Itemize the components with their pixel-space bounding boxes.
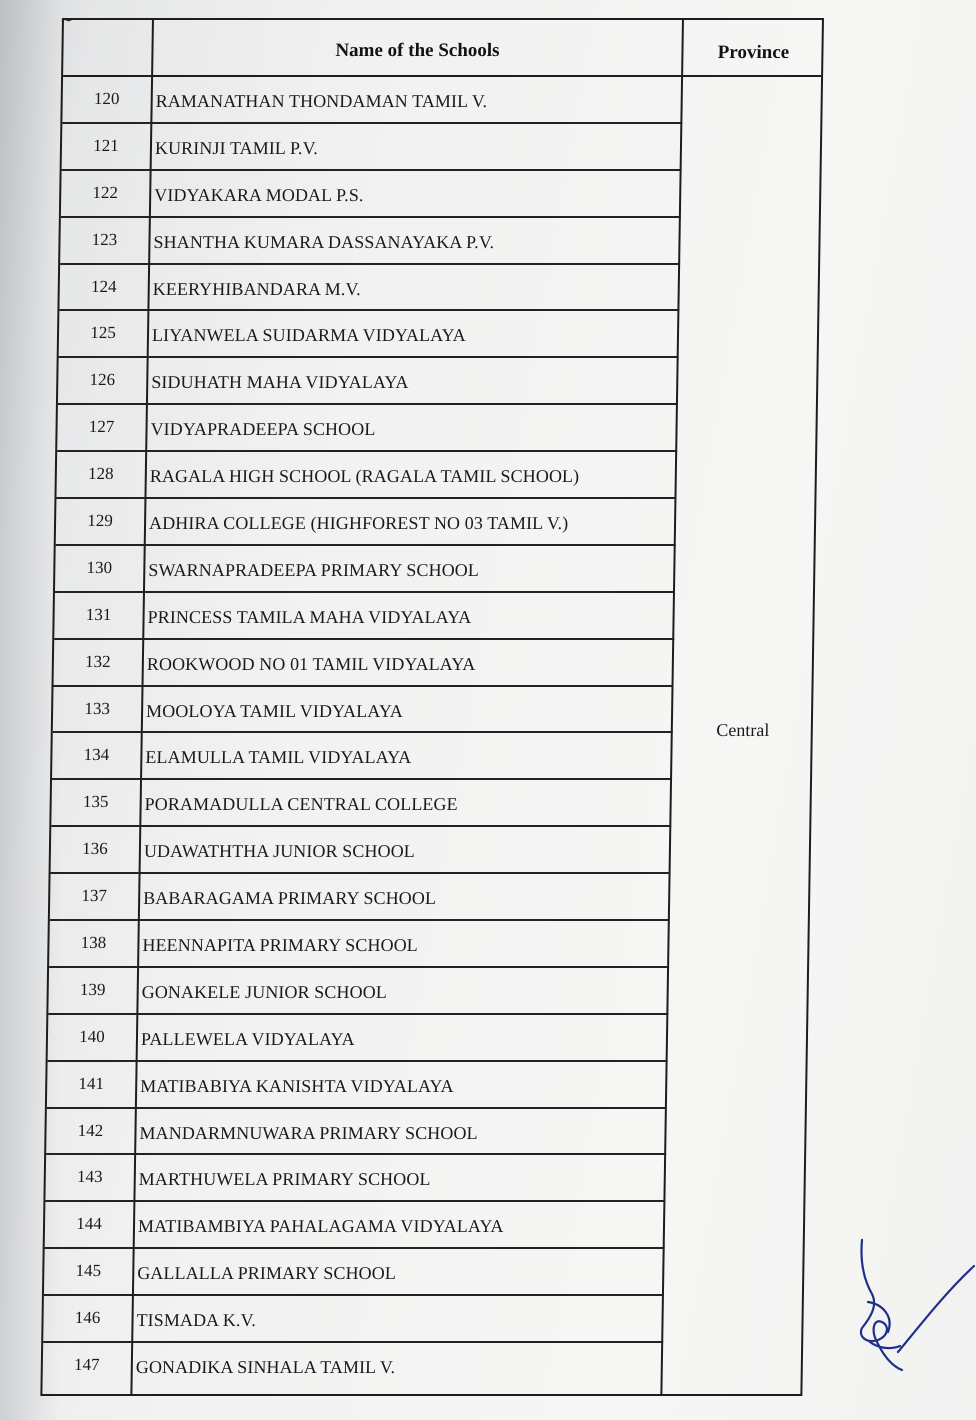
school-name: RAMANATHAN THONDAMAN TAMIL V. <box>155 91 488 111</box>
school-name: HEENNAPITA PRIMARY SCHOOL <box>142 935 419 956</box>
table-row <box>59 265 680 312</box>
table-row <box>56 452 677 499</box>
table-row <box>55 546 676 593</box>
table-row <box>58 358 679 405</box>
table-row <box>60 218 681 265</box>
school-name: PRINCESS TAMILA MAHA VIDYALAYA <box>147 606 472 627</box>
table-row <box>54 593 675 640</box>
row-number: 134 <box>83 745 110 765</box>
table-row <box>48 968 669 1015</box>
table-row <box>62 124 683 171</box>
table-row <box>53 687 674 734</box>
schools-table <box>40 18 824 1396</box>
row-number: 138 <box>80 933 107 953</box>
row-number: 147 <box>73 1355 100 1375</box>
school-name: TISMADA K.V. <box>136 1310 257 1331</box>
row-number: 120 <box>93 89 120 108</box>
row-number: 135 <box>82 792 109 812</box>
school-name: MATIBAMBIYA PAHALAGAMA VIDYALAYA <box>137 1216 504 1237</box>
row-number: 127 <box>88 417 115 437</box>
table-row <box>61 171 682 218</box>
table-row <box>46 1109 667 1156</box>
table-row <box>51 780 672 827</box>
school-name: KURINJI TAMIL P.V. <box>154 137 319 158</box>
row-number: 123 <box>91 229 118 249</box>
row-number: 128 <box>87 464 114 484</box>
table-row <box>52 733 673 780</box>
table-row <box>48 1015 669 1062</box>
school-name: MATIBABIYA KANISHTA VIDYALAYA <box>140 1075 454 1096</box>
school-name: SIDUHATH MAHA VIDYALAYA <box>151 372 409 393</box>
table-row <box>45 1202 666 1249</box>
school-name: UDAWATHTHA JUNIOR SCHOOL <box>143 841 416 862</box>
table-row <box>56 499 677 546</box>
school-name: SHANTHA KUMARA DASSANAYAKA P.V. <box>153 231 495 252</box>
corner-mark: ∼ <box>60 10 74 29</box>
row-number: 125 <box>90 323 116 343</box>
row-number: 136 <box>82 839 108 859</box>
school-name: GONADIKA SINHALA TAMIL V. <box>135 1357 396 1378</box>
table-row <box>59 311 680 358</box>
row-number: 131 <box>85 604 112 624</box>
header-province: Province <box>717 42 790 63</box>
school-name: SWARNAPRADEEPA PRIMARY SCHOOL <box>148 559 480 580</box>
school-name: RAGALA HIGH SCHOOL (RAGALA TAMIL SCHOOL) <box>149 466 580 487</box>
header-school-name: Name of the Schools <box>335 40 500 61</box>
school-name: MARTHUWELA PRIMARY SCHOOL <box>138 1169 431 1190</box>
row-number: 132 <box>84 651 111 671</box>
row-number: 122 <box>92 182 119 202</box>
school-name: MOOLOYA TAMIL VIDYALAYA <box>145 700 404 721</box>
school-name: PALLEWELA VIDYALAYA <box>140 1028 355 1049</box>
table-row <box>62 77 683 124</box>
row-number: 140 <box>79 1026 105 1046</box>
table-row <box>51 827 672 874</box>
table-row <box>57 405 678 452</box>
table-row <box>45 1155 666 1202</box>
table-row <box>50 874 671 921</box>
row-number: 142 <box>77 1120 104 1140</box>
table-row <box>47 1062 668 1109</box>
row-number: 137 <box>81 886 108 906</box>
row-number: 141 <box>78 1073 105 1093</box>
school-name: VIDYAPRADEEPA SCHOOL <box>150 419 376 440</box>
row-number: 146 <box>74 1308 101 1328</box>
row-number: 143 <box>76 1167 103 1187</box>
school-name: MANDARMNUWARA PRIMARY SCHOOL <box>139 1122 478 1143</box>
school-name: VIDYAKARA MODAL P.S. <box>154 184 364 205</box>
row-number: 133 <box>84 698 111 718</box>
school-name: GALLALLA PRIMARY SCHOOL <box>137 1263 397 1284</box>
table-body <box>42 77 683 1390</box>
row-number: 144 <box>76 1214 102 1234</box>
table-row <box>42 1343 663 1390</box>
school-name: ADHIRA COLLEGE (HIGHFOREST NO 03 TAMIL V.) <box>148 513 569 534</box>
row-number: 145 <box>75 1261 102 1281</box>
row-number: 130 <box>86 557 113 577</box>
school-name: ROOKWOOD NO 01 TAMIL VIDYALAYA <box>146 653 476 674</box>
table-row <box>53 640 674 687</box>
table-row <box>49 921 670 968</box>
row-number: 139 <box>79 979 106 999</box>
school-name: GONAKELE JUNIOR SCHOOL <box>141 981 388 1002</box>
school-name: LIYANWELA SUIDARMA VIDYALAYA <box>151 325 466 346</box>
table-row <box>44 1249 665 1296</box>
row-number: 121 <box>93 135 119 155</box>
school-name: PORAMADULLA CENTRAL COLLEGE <box>144 794 458 815</box>
school-name: ELAMULLA TAMIL VIDYALAYA <box>145 747 412 768</box>
table-row <box>43 1296 664 1343</box>
row-number: 126 <box>89 370 116 390</box>
school-name: BABARAGAMA PRIMARY SCHOOL <box>143 888 437 909</box>
handwritten-signature <box>848 1232 976 1372</box>
province-cell: Central <box>716 720 770 740</box>
row-number: 124 <box>90 276 117 296</box>
row-number: 129 <box>87 511 114 531</box>
school-name: KEERYHIBANDARA M.V. <box>152 278 362 299</box>
